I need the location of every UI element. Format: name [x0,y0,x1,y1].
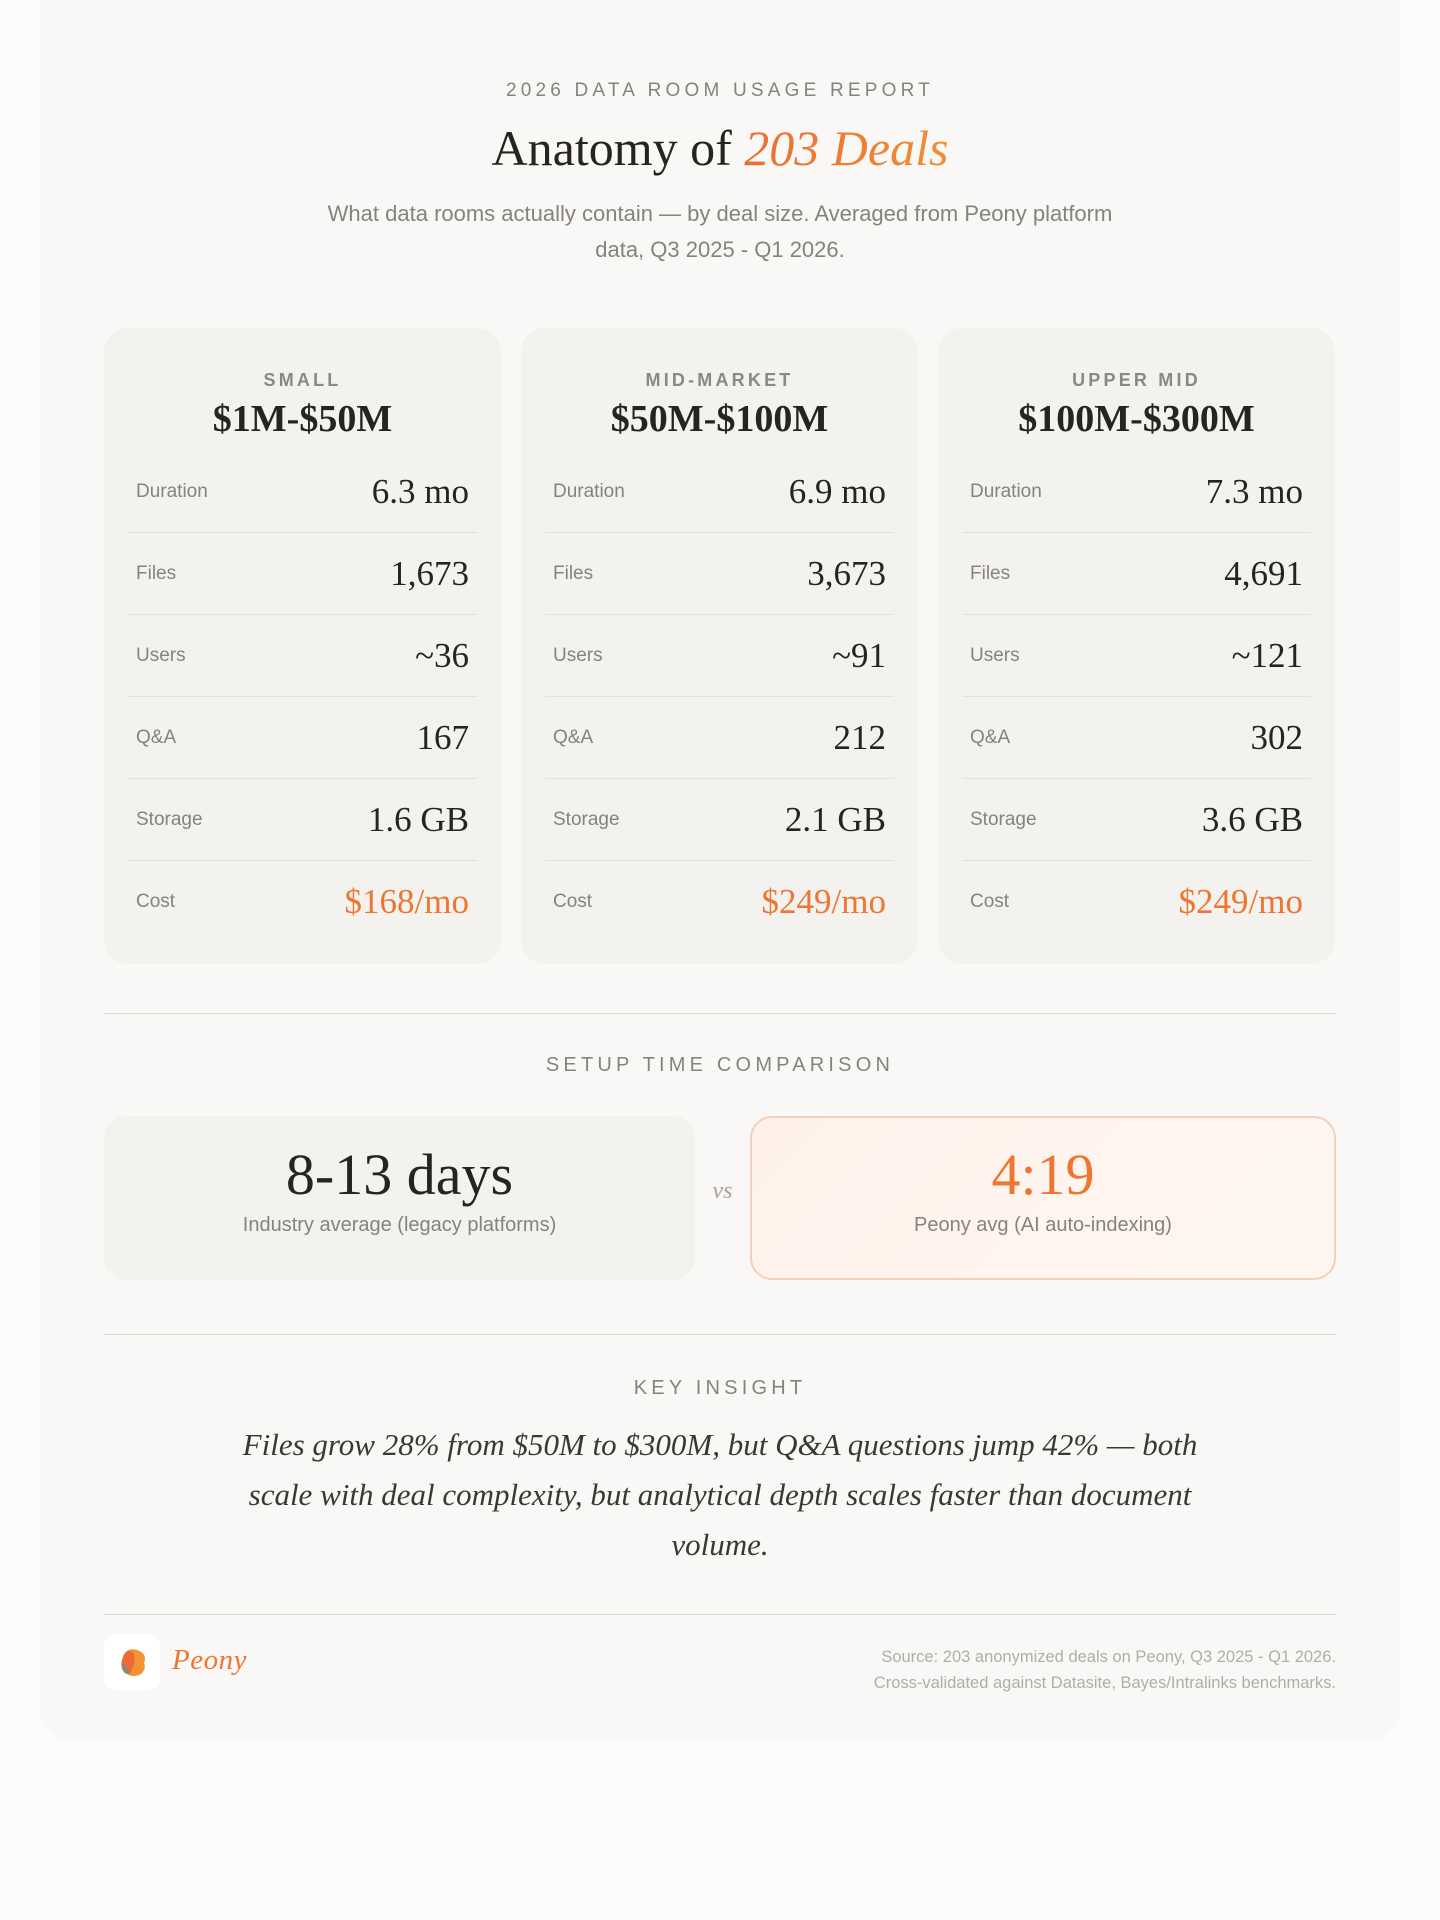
metric-row-files [128,533,477,615]
metric-label: Storage [970,808,1037,830]
peony-setup-caption: Peony avg (AI auto-indexing) [914,1214,1172,1236]
metric-value: ~121 [1231,635,1303,675]
metric-list [545,451,894,943]
peony-setup-box [750,1116,1336,1280]
metric-row-qa [545,697,894,779]
metric-row-cost [962,861,1311,943]
metric-value-cost: $168/mo [344,882,469,921]
tier-label: SMALL [263,370,342,390]
metric-label: Duration [553,480,625,502]
metric-value: 6.3 mo [371,471,469,511]
metric-list [962,451,1311,943]
metric-label: Q&A [970,726,1011,748]
metric-value: 3.6 GB [1201,799,1303,839]
metric-row-qa [128,697,477,779]
metric-label: Users [970,644,1020,666]
deal-card-small [104,328,501,964]
footer-divider [104,1614,1336,1615]
source-line-2: Cross-validated against Datasite, Bayes/Intralinks benchmarks. [873,1674,1336,1692]
metric-value-cost: $249/mo [1178,882,1303,921]
metric-value: 4,691 [1224,553,1303,593]
deal-card-upper-mid [938,328,1335,964]
tier-label: MID-MARKET [645,370,794,390]
metric-value: 1.6 GB [367,799,469,839]
tier-label: UPPER MID [1072,370,1201,390]
metric-label: Users [136,644,186,666]
peony-setup-value: 4:19 [991,1142,1095,1207]
metric-row-users [962,615,1311,697]
key-insight-text: Files grow 28% from $50M to $300M, but Q&A questions jump 42% — both scale with deal complexity, but analytical depth scales faster than document volume. [242,1427,1198,1562]
metric-row-files [545,533,894,615]
industry-setup-box [104,1116,695,1280]
metric-value: 167 [416,717,469,757]
metric-label: Files [136,562,177,584]
peony-logo [104,1634,160,1690]
title-prefix: Anatomy of [491,120,745,176]
metric-row-duration [545,451,894,533]
metric-label: Cost [970,891,1010,912]
metric-row-qa [962,697,1311,779]
metric-label: Files [970,562,1011,584]
deal-card-mid-market [521,328,918,964]
page-title [104,118,1336,178]
metric-row-duration [962,451,1311,533]
metric-label: Storage [136,808,203,830]
source-note [874,1644,1336,1696]
metric-list [128,451,477,943]
section-divider [104,1334,1336,1335]
metric-label: Q&A [136,726,177,748]
metric-label: Files [553,562,594,584]
metric-label: Cost [553,891,593,912]
metric-value-cost: $249/mo [761,882,886,921]
metric-value: ~36 [415,635,469,675]
metric-label: Storage [553,808,620,830]
deal-size-cards [104,328,1336,964]
industry-setup-value: 8-13 days [285,1142,514,1207]
setup-section-label: SETUP TIME COMPARISON [545,1054,895,1076]
metric-value: 6.9 mo [788,471,886,511]
metric-value: 302 [1250,717,1303,757]
metric-row-duration [128,451,477,533]
metric-row-cost [545,861,894,943]
source-line-1: Source: 203 anonymized deals on Peony, Q3 2025 - Q1 2026. [881,1648,1336,1666]
metric-label: Duration [970,480,1042,502]
metric-label: Users [553,644,603,666]
section-divider [104,1013,1336,1014]
metric-row-storage [545,779,894,861]
metric-row-users [128,615,477,697]
insight-section-label: KEY INSIGHT [633,1377,807,1399]
title-accent: 203 Deals [744,120,949,176]
metric-value: ~91 [832,635,886,675]
metric-row-files [962,533,1311,615]
metric-value: 7.3 mo [1205,471,1303,511]
metric-label: Q&A [553,726,594,748]
metric-value: 3,673 [807,553,886,593]
metric-row-users [545,615,894,697]
report-panel [40,0,1400,1740]
metric-value: 1,673 [390,553,469,593]
metric-value: 212 [833,717,886,757]
industry-setup-caption: Industry average (legacy platforms) [242,1214,557,1236]
metric-row-storage [128,779,477,861]
brand-name: Peony [172,1644,247,1676]
page-subtitle: What data rooms actually contain — by deal size. Averaged from Peony platform data, Q3 2025 - Q1 2026. [327,201,1113,262]
report-eyebrow: 2026 DATA ROOM USAGE REPORT [505,80,935,101]
metric-label: Cost [136,891,176,912]
peony-flower-icon [115,1645,149,1679]
tier-range: $1M-$50M [212,398,393,440]
metric-row-storage [962,779,1311,861]
tier-range: $100M-$300M [1018,398,1255,440]
metric-value: 2.1 GB [784,799,886,839]
metric-label: Duration [136,480,208,502]
vs-label: vs [712,1178,733,1204]
tier-range: $50M-$100M [610,398,829,440]
metric-row-cost [128,861,477,943]
